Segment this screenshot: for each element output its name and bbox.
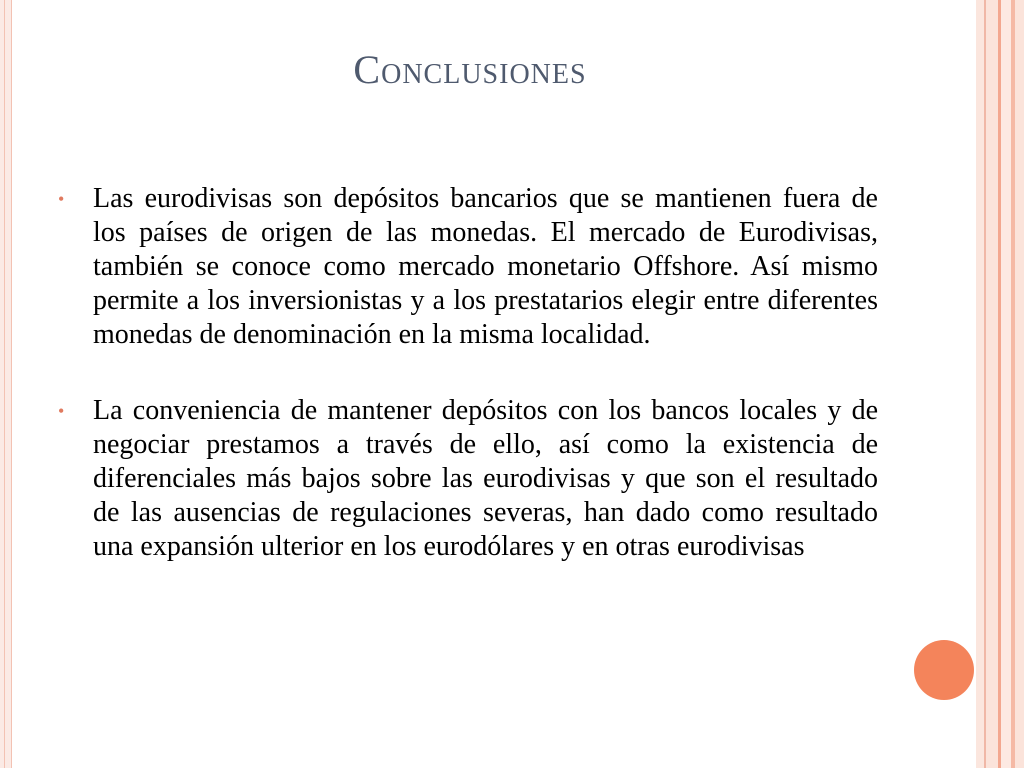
bullet-dot-icon: • (58, 189, 65, 209)
decorative-circle-icon (914, 640, 974, 700)
left-border-decoration (0, 0, 12, 768)
bullet-text: La conveniencia de mantener depósitos con los bancos locales y de negociar prestamos a través de ello, así como la existencia de diferenciales más bajos sobre las eurodivisas y que son el resultado de las ausencias de regulaciones severas, han dado como resultado una expansión ulterior en los eurodólares y en otras eurodivisas (93, 395, 878, 562)
bullet-item (58, 394, 878, 564)
bullet-dot-icon: • (58, 401, 65, 421)
bullet-list (58, 182, 878, 606)
right-border-decoration (976, 0, 1024, 768)
bullet-text: Las eurodivisas son depósitos bancarios que se mantienen fuera de los países de origen de las monedas. El mercado de Eurodivisas, también se conoce como mercado monetario Offshore. Así mismo permite a los inversionistas y a los prestatarios elegir entre diferentes monedas de denominación en la misma localidad. (93, 183, 878, 350)
slide-title: Conclusiones (353, 47, 587, 92)
bullet-item (58, 182, 878, 352)
